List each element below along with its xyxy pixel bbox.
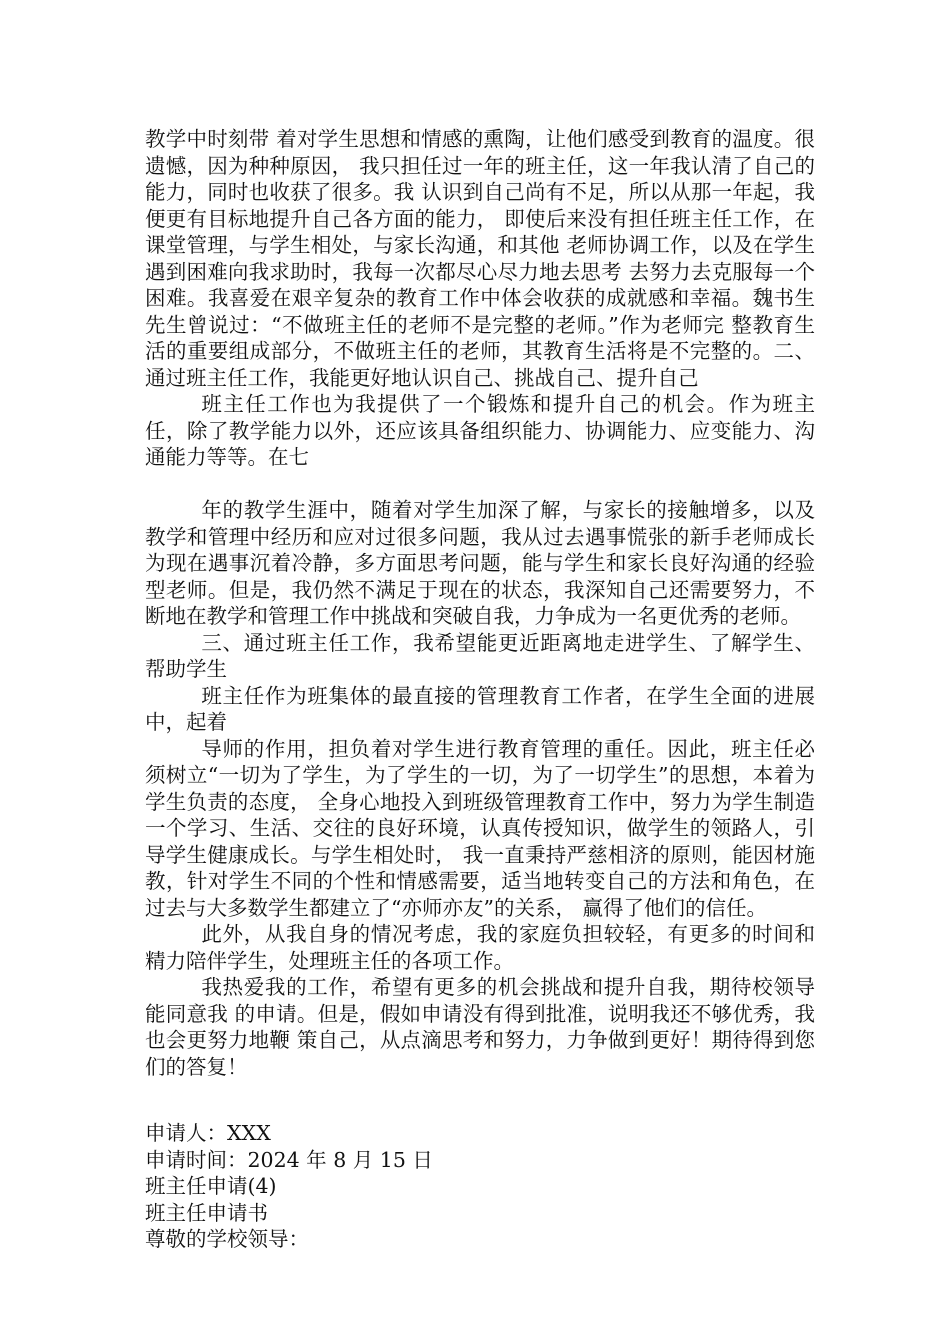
next-document-heading: 班主任申请(4) [145,1174,277,1198]
text-section-top [145,126,815,471]
paragraph: 班主任作为班集体的最直接的管理教育工作者，在学生全面的进展中，起着 [145,683,815,734]
salutation: 尊敬的学校领导： [145,1227,309,1251]
text-section-closing [145,1120,815,1253]
section-heading: 三、通过班主任工作，我希望能更近距离地走进学生、了解学生、帮助学生 [145,630,815,681]
paragraph: 我热爱我的工作，希望有更多的机会挑战和提升自我，期待校领导能同意我 的申请。但是，假如申请没有得到批准，说明我还不够优秀，我也会更努力地鞭 策自己，从点滴思考和努力，力争做到更好！期待得到您们的答复！ [145,975,815,1079]
paragraph: 班主任工作也为我提供了一个锻炼和提升自己的机会。作为班主任，除了教学能力以外，还应该具备组织能力、协调能力、应变能力、沟通能力等等。在七 [145,392,815,469]
applicant-name: 申请人：XXX [145,1121,271,1145]
application-date: 申请时间：2024 年 8 月 15 日 [145,1147,433,1172]
paragraph: 导师的作用，担负着对学生进行教育管理的重任。因此，班主任必须树立“一切为了学生，为了学生的一切，为了一切学生”的思想，本着为学生负责的态度， 全身心地投入到班级管理教育工作中，努力为学生制造一个学习、生活、交往的良好环境，认真传授知识，做学生的领路人，引导学生健康成长。与学生相处时， 我一直秉持严慈相济的原则，能因材施教，针对学生不同的个性和情感需要，适当地转变自己的方法和角色，在过去与大多数学生都建立了“亦师亦友”的关系， 赢得了他们的信任。 [145,736,815,920]
text-section-middle [145,497,815,1080]
paragraph: 年的教学生涯中，随着对学生加深了解，与家长的接触增多，以及教学和管理中经历和应对过很多问题，我从过去遇事慌张的新手老师成长为现在遇事沉着冷静，多方面思考问题，能与学生和家长良好沟通的经验型老师。但是，我仍然不满足于现在的状态，我深知自己还需要努力，不断地在教学和管理工作中挑战和突破自我，力争成为一名更优秀的老师。 [145,498,815,628]
paragraph: 此外，从我自身的情况考虑，我的家庭负担较轻，有更多的时间和精力陪伴学生，处理班主任的各项工作。 [145,922,815,973]
next-document-title: 班主任申请书 [145,1200,268,1225]
paragraph: 教学中时刻带 着对学生思想和情感的熏陶，让他们感受到教育的温度。很遗憾，因为种种原因， 我只担任过一年的班主任，这一年我认清了自己的能力，同时也收获了很多。我 认识到自己尚有不足，所以从那一年起，我便更有目标地提升自己各方面的能力， 即使后来没有担任班主任工作，在课堂管理，与学生相处，与家长沟通，和其他 老师协调工作，以及在学生遇到困难向我求助时，我每一次都尽心尽力地去思考 去努力去克服每一个困难。我喜爱在艰辛复杂的教育工作中体会收获的成就感和幸福。魏书生先生曾说过：“不做班主任的老师不是完整的老师。”作为老师完 整教育生活的重要组成部分，不做班主任的老师，其教育生活将是不完整的。二、通过班主任工作，我能更好地认识自己、挑战自己、提升自己 [145,127,815,390]
